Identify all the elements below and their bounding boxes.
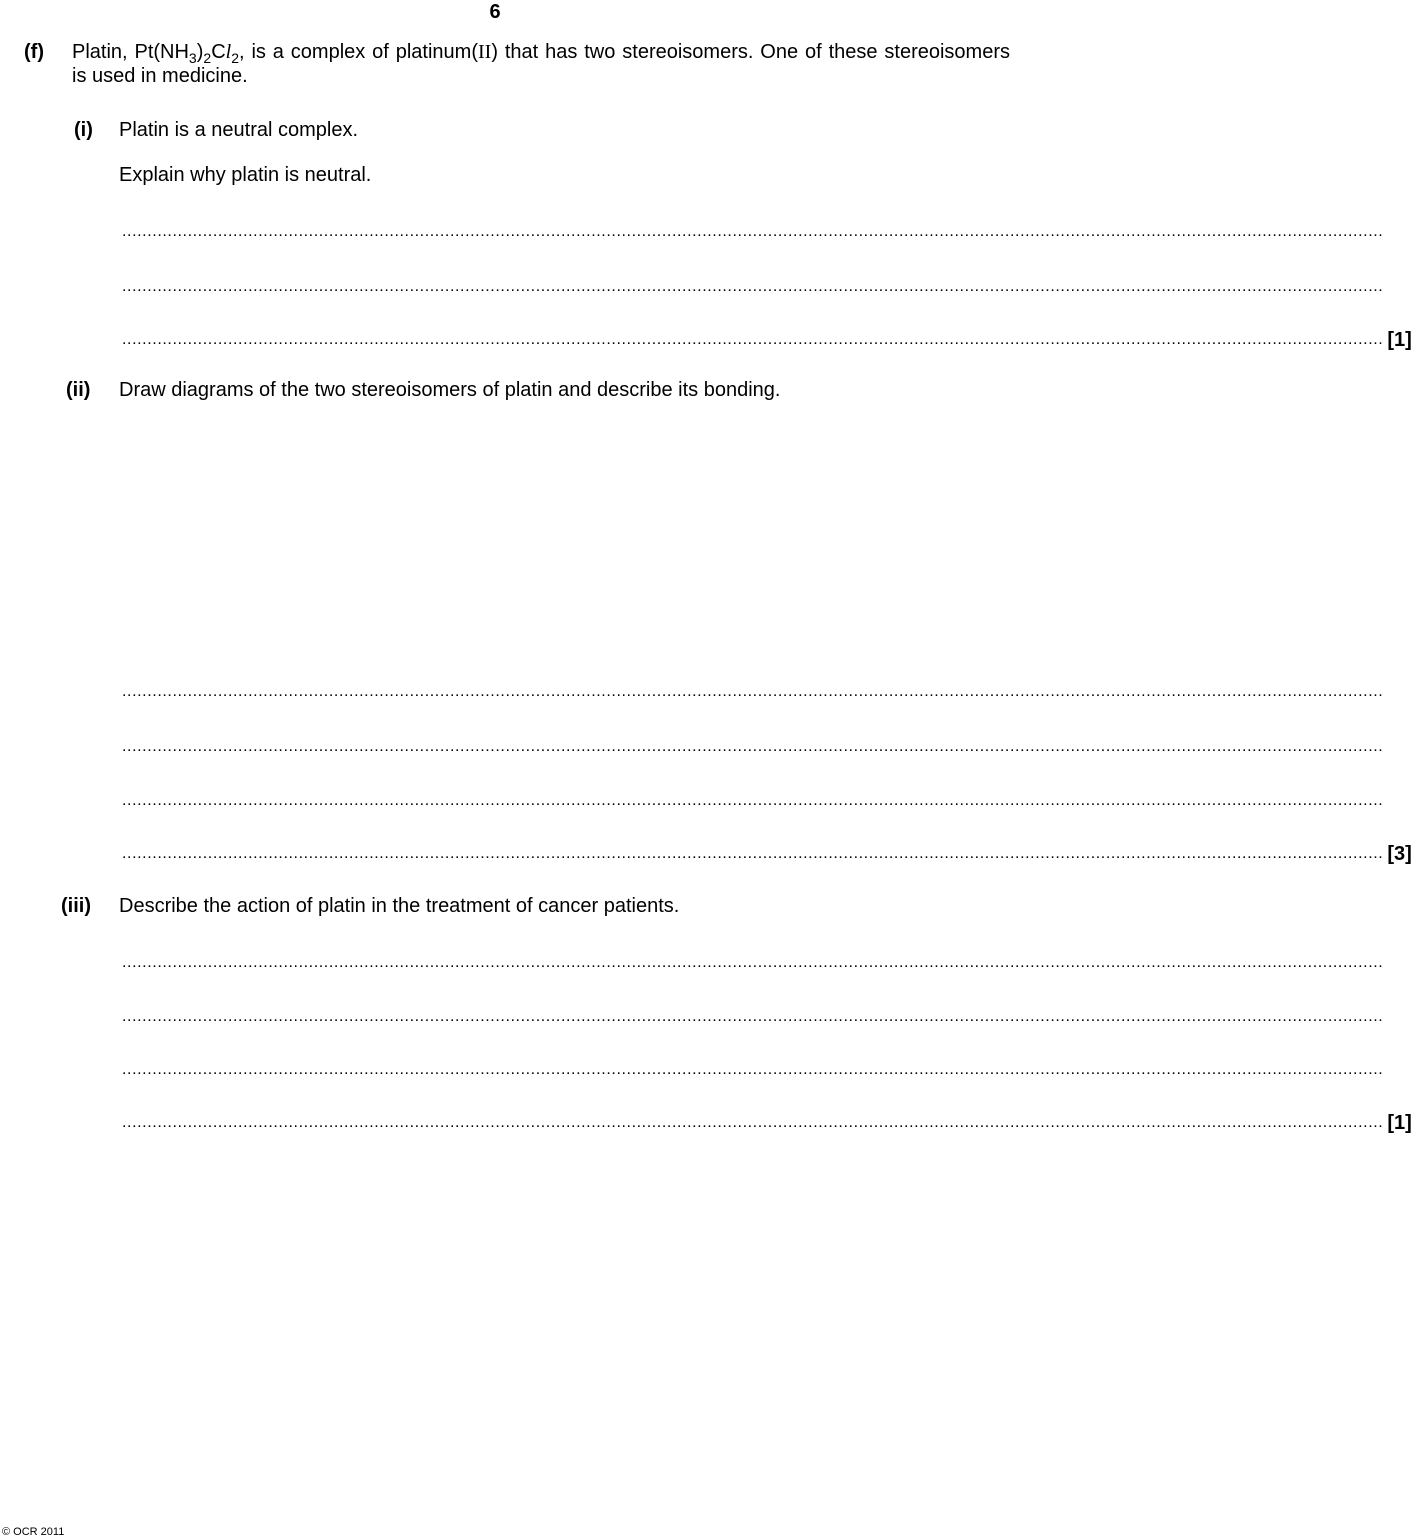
question-f-intro bbox=[72, 40, 1010, 88]
question-f-label: (f) bbox=[24, 41, 44, 63]
copyright-footer: © OCR 2011 bbox=[2, 1526, 65, 1538]
page-number: 6 bbox=[489, 1, 501, 23]
part-i-instruction: Explain why platin is neutral. bbox=[119, 164, 372, 186]
marks-i: [1] bbox=[1387, 329, 1412, 351]
subscript-3: 3 bbox=[188, 50, 197, 66]
part-iii-label: (iii) bbox=[61, 895, 91, 917]
subscript-2b: 2 bbox=[231, 50, 239, 66]
answer-line-iii-1[interactable]: .......................................................................................................................................................................................................................................................... bbox=[122, 954, 1384, 971]
paren-close: ) bbox=[196, 41, 204, 63]
intro-text-start: Platin, Pt(NH bbox=[72, 41, 189, 63]
answer-line-iii-2[interactable]: .......................................................................................................................................................................................................................................................... bbox=[122, 1008, 1384, 1025]
part-iii-instruction: Describe the action of platin in the treatment of cancer patients. bbox=[119, 895, 680, 917]
marks-iii: [1] bbox=[1387, 1112, 1412, 1134]
intro-text-middle: , is a complex of platinum( bbox=[239, 41, 478, 63]
answer-line-i-2[interactable]: .......................................................................................................................................................................................................................................................... bbox=[122, 278, 1384, 295]
part-i-statement: Platin is a neutral complex. bbox=[119, 119, 359, 141]
subscript-2a: 2 bbox=[203, 50, 212, 66]
chlorine-l: l bbox=[225, 41, 232, 63]
answer-line-i-1[interactable]: .......................................................................................................................................................................................................................................................... bbox=[122, 223, 1384, 240]
intro-text-end: ) that has two stereoisomers. One of these stereoisomers is used in medicine. bbox=[72, 41, 1010, 87]
answer-line-i-3[interactable]: .......................................................................................................................................................................................................................................................... [1] bbox=[122, 329, 1412, 351]
part-i-label: (i) bbox=[74, 119, 93, 141]
answer-line-iii-4[interactable]: .......................................................................................................................................................................................................................................................... [1] bbox=[122, 1112, 1412, 1134]
part-ii-instruction: Draw diagrams of the two stereoisomers of platin and describe its bonding. bbox=[119, 379, 781, 401]
answer-line-ii-1[interactable]: .......................................................................................................................................................................................................................................................... bbox=[122, 683, 1384, 700]
drawing-area[interactable] bbox=[119, 420, 1009, 670]
answer-line-ii-2[interactable]: .......................................................................................................................................................................................................................................................... bbox=[122, 738, 1384, 755]
chlorine-c: C bbox=[211, 41, 226, 63]
answer-line-ii-3[interactable]: .......................................................................................................................................................................................................................................................... bbox=[122, 792, 1384, 809]
answer-line-iii-3[interactable]: .......................................................................................................................................................................................................................................................... bbox=[122, 1061, 1384, 1078]
part-ii-label: (ii) bbox=[66, 379, 91, 401]
marks-ii: [3] bbox=[1387, 843, 1412, 865]
roman-two: II bbox=[477, 41, 492, 63]
answer-line-ii-4[interactable]: .......................................................................................................................................................................................................................................................... [3] bbox=[122, 843, 1412, 865]
